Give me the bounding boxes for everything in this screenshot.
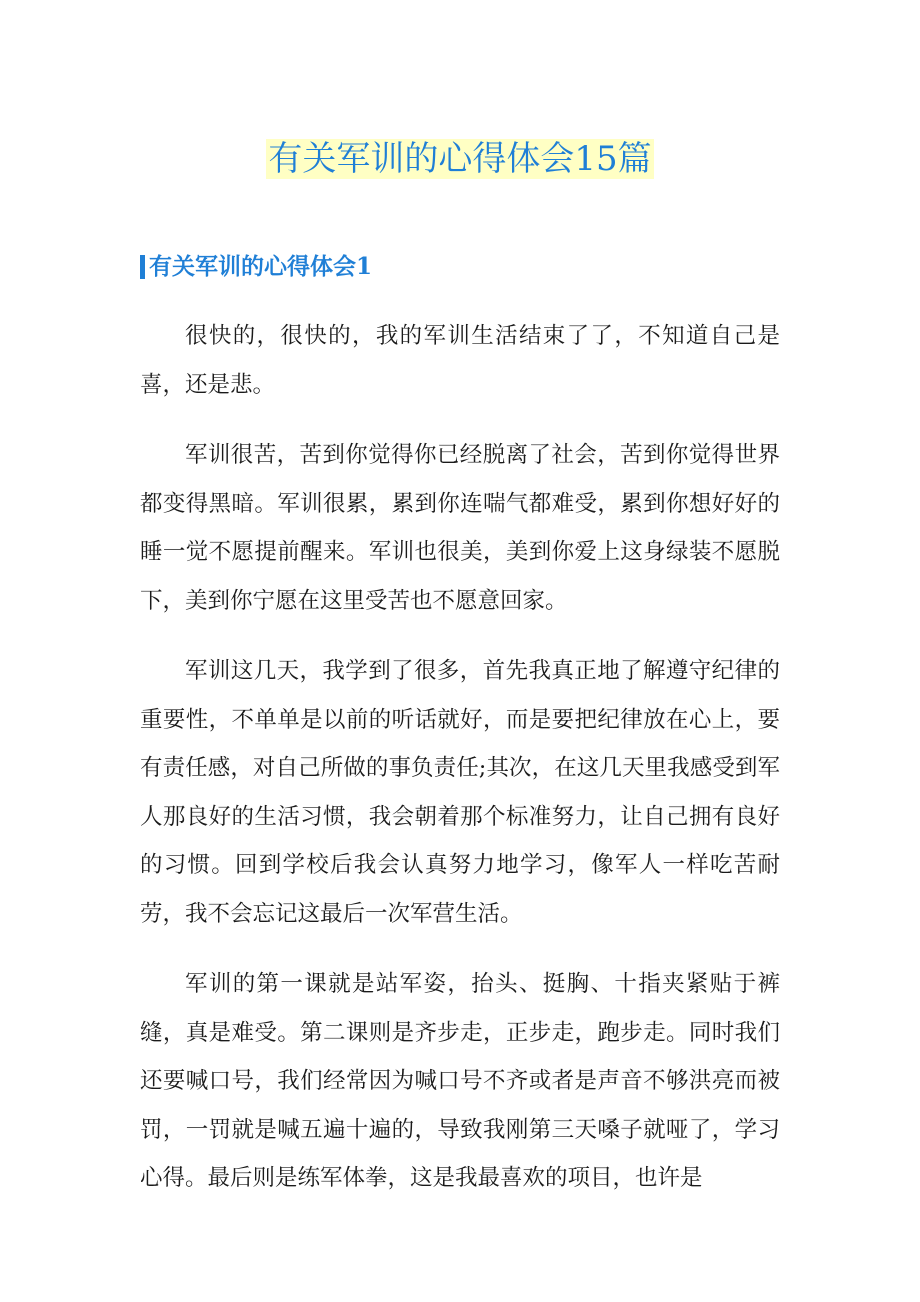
document-title <box>0 136 920 182</box>
document-title-text: 有关军训的心得体会15篇 <box>268 139 652 179</box>
paragraph-3: 军训这几天，我学到了很多，首先我真正地了解遵守纪律的重要性，不单单是以前的听话就好，而是要把纪律放在心上，要有责任感，对自己所做的事负责任;其次，在这几天里我感受到军人那良好的生活习惯，我会朝着那个标准努力，让自己拥有良好的习惯。回到学校后我会认真努力地学习，像军人一样吃苦耐劳，我不会忘记这最后一次军营生活。 <box>140 658 780 927</box>
section-heading <box>140 252 372 282</box>
body-text <box>140 312 780 1225</box>
section-heading-text: 有关军训的心得体会1 <box>149 253 373 280</box>
heading-marker-bar <box>140 255 145 279</box>
paragraph-1: 很快的，很快的，我的军训生活结束了了，不知道自己是喜，还是悲。 <box>140 323 780 398</box>
paragraph-4: 军训的第一课就是站军姿，抬头、挺胸、十指夹紧贴于裤缝，真是难受。第二课则是齐步走，正步走，跑步走。同时我们还要喊口号，我们经常因为喊口号不齐或者是声音不够洪亮而被罚，一罚就是喊五遍十遍的，导致我刚第三天嗓子就哑了，学习心得。最后则是练军体拳，这是我最喜欢的项目，也许是 <box>140 971 780 1191</box>
paragraph-2: 军训很苦，苦到你觉得你已经脱离了社会，苦到你觉得世界都变得黑暗。军训很累，累到你连喘气都难受，累到你想好好的睡一觉不愿提前醒来。军训也很美，美到你爱上这身绿装不愿脱下，美到你宁愿在这里受苦也不愿意回家。 <box>140 442 780 614</box>
